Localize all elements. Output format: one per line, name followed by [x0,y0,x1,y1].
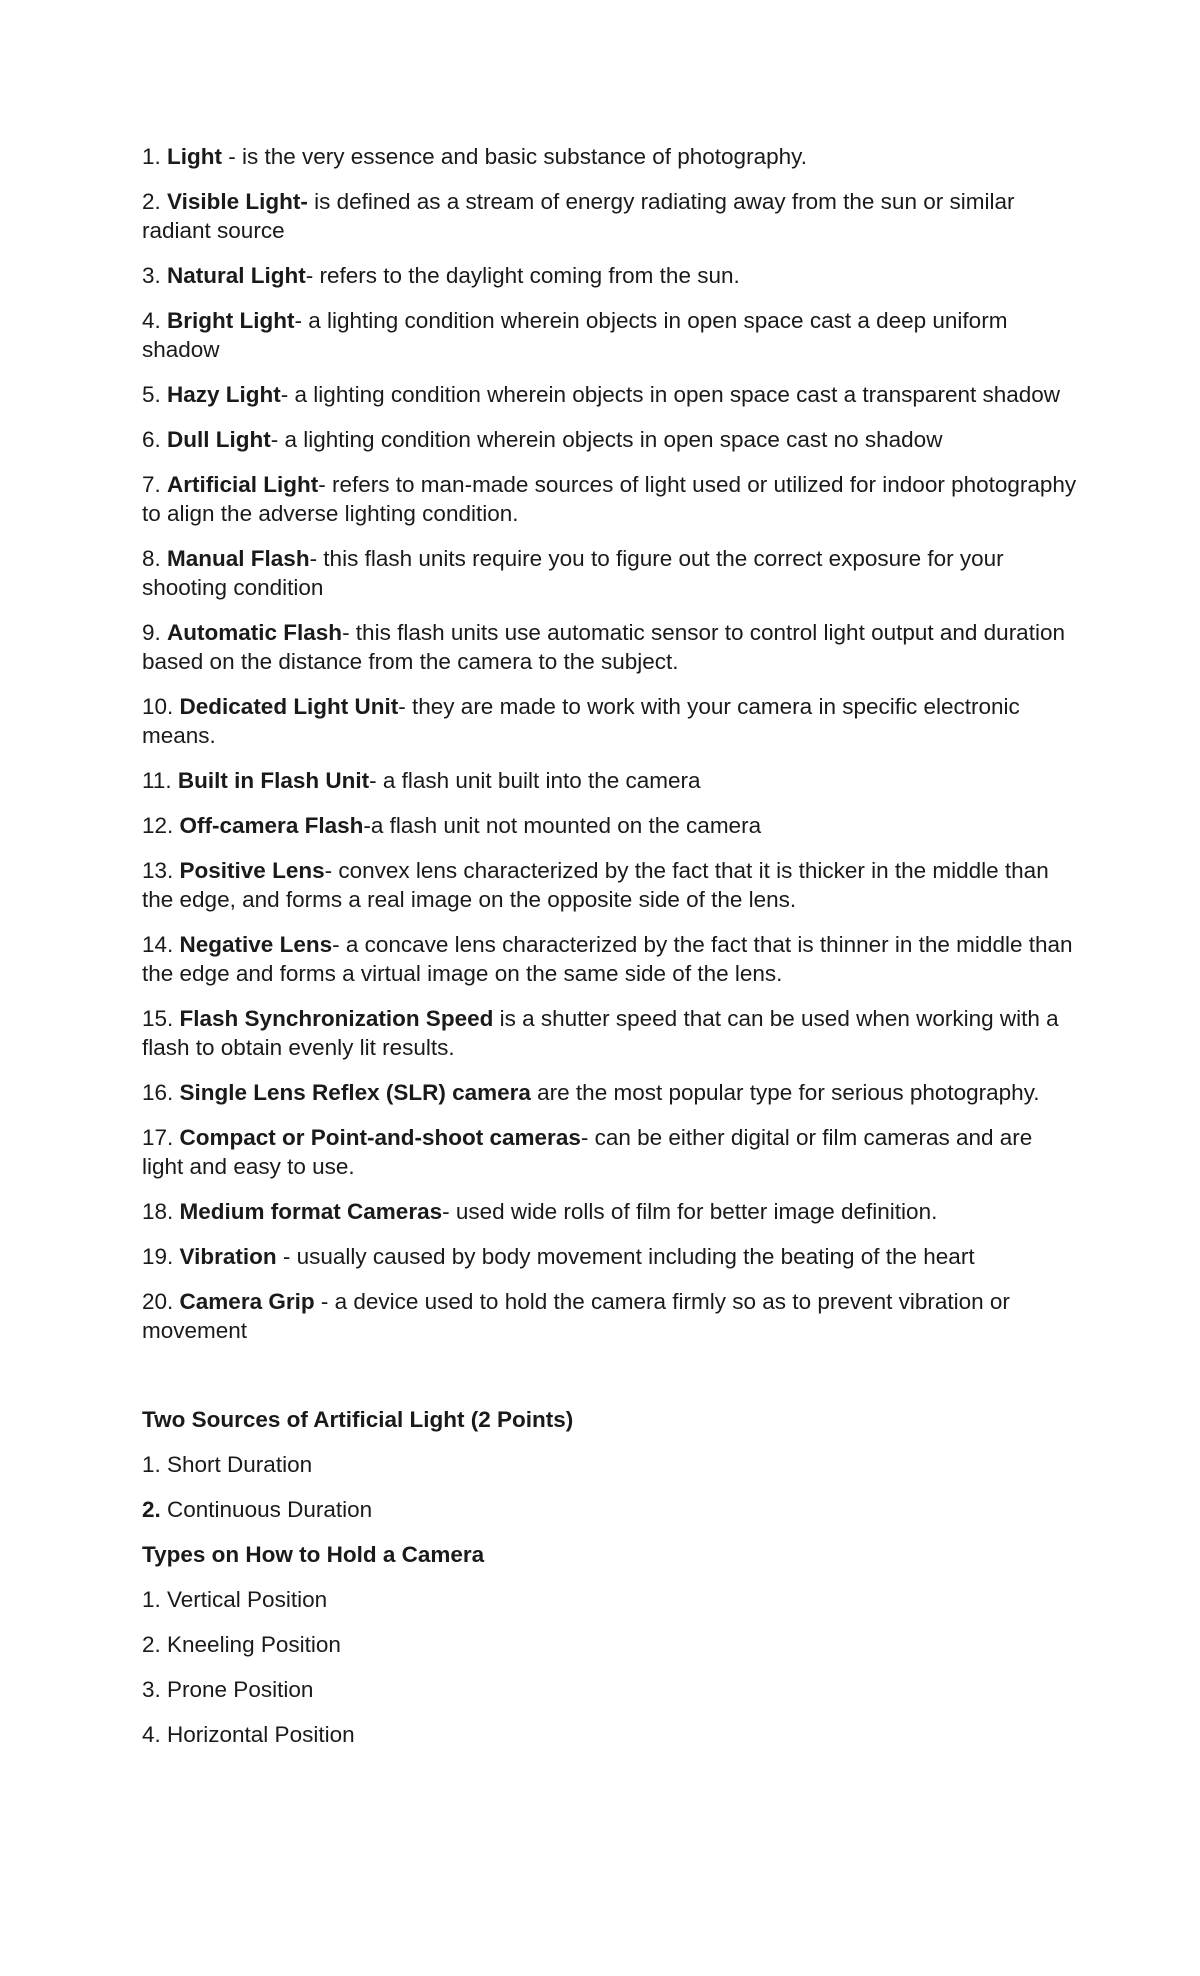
definition-text: is defined as a stream of energy radiating away from the sun or similar radiant source [142,189,1015,243]
definition-item: 5. Hazy Light- a lighting condition wherein objects in open space cast a transparent shadow [142,382,1061,407]
definition-text: - usually caused by body movement including the beating of the heart [276,1244,975,1269]
definition-item: 11. Built in Flash Unit- a flash unit built into the camera [142,768,701,793]
definition-text: - a lighting condition wherein objects in open space cast a transparent shadow [280,382,1061,407]
definition-item: 2. Visible Light- is defined as a stream of energy radiating away from the sun or similar radiant source [142,189,1015,243]
definition-item: 12. Off-camera Flash-a flash unit not mounted on the camera [142,813,762,838]
definition-item: 8. Manual Flash- this flash units require you to figure out the correct exposure for your shooting condition [142,546,1004,600]
definition-text: - refers to the daylight coming from the sun. [305,263,740,288]
camera-hold-section [142,1540,1077,1749]
definition-item: 15. Flash Synchronization Speed is a shutter speed that can be used when working with a flash to obtain evenly lit results. [142,1006,1059,1060]
definition-text: - used wide rolls of film for better image definition. [442,1199,938,1224]
definition-text: - a concave lens characterized by the fact that is thinner in the middle than the edge and forms a virtual image on the same side of the lens. [142,932,1073,986]
definition-item: 17. Compact or Point-and-shoot cameras- can be either digital or film cameras and are light and easy to use. [142,1125,1033,1179]
definition-text: - this flash units use automatic sensor to control light output and duration based on the distance from the camera to the subject. [142,620,1065,674]
definition-text: - a lighting condition wherein objects in open space cast a deep uniform shadow [142,308,1008,362]
definition-item: 10. Dedicated Light Unit- they are made to work with your camera in specific electronic means. [142,694,1020,748]
definition-item: 13. Positive Lens- convex lens characterized by the fact that it is thicker in the middle than the edge, and forms a real image on the opposite side of the lens. [142,858,1049,912]
definition-text: - convex lens characterized by the fact that it is thicker in the middle than the edge, and forms a real image on the opposite side of the lens. [142,858,1049,912]
definition-item: 3. Natural Light- refers to the daylight coming from the sun. [142,263,740,288]
definition-term: Hazy Light [167,382,281,407]
definition-item: 6. Dull Light- a lighting condition wherein objects in open space cast no shadow [142,427,943,452]
definition-item: 1. Light - is the very essence and basic substance of photography. [142,144,807,169]
definitions-list [142,142,1077,1345]
section-heading: Two Sources of Artificial Light (2 Points) [142,1407,574,1432]
list-item: 1. Vertical Position [142,1587,328,1612]
definition-item: 19. Vibration - usually caused by body movement including the beating of the heart [142,1244,975,1269]
definition-text: - can be either digital or film cameras and are light and easy to use. [142,1125,1033,1179]
definition-term: Automatic Flash [167,620,343,645]
definition-item: 7. Artificial Light- refers to man-made sources of light used or utilized for indoor photography to align the adverse lighting condition. [142,472,1077,526]
definition-term: Vibration [179,1244,277,1269]
definition-term: Positive Lens [179,858,325,883]
list-item: 4. Horizontal Position [142,1722,355,1747]
section-heading: Types on How to Hold a Camera [142,1542,485,1567]
artificial-light-sources-section [142,1405,1077,1524]
definition-term: Built in Flash Unit [177,768,370,793]
definition-term: Single Lens Reflex (SLR) camera [179,1080,531,1105]
definition-text: are the most popular type for serious photography. [530,1080,1040,1105]
definition-text: - is the very essence and basic substance of photography. [222,144,807,169]
list-item: 3. Prone Position [142,1677,314,1702]
definition-term: Flash Synchronization Speed [179,1006,494,1031]
definition-term: Camera Grip [179,1289,315,1314]
definition-text: - refers to man-made sources of light used or utilized for indoor photography to align the adverse lighting condition. [142,472,1077,526]
definition-term: Bright Light [167,308,295,333]
definition-term: Natural Light [167,263,306,288]
definition-item: 4. Bright Light- a lighting condition wherein objects in open space cast a deep uniform shadow [142,308,1008,362]
definition-text: -a flash unit not mounted on the camera [363,813,762,838]
definition-item: 20. Camera Grip - a device used to hold the camera firmly so as to prevent vibration or movement [142,1289,1010,1343]
section-spacer [142,1361,1077,1405]
definition-term: Manual Flash [167,546,310,571]
definition-term: Compact or Point-and-shoot cameras [179,1125,581,1150]
definition-text: - this flash units require you to figure out the correct exposure for your shooting condition [142,546,1004,600]
list-item: 1. Short Duration [142,1452,313,1477]
list-item: 2. Kneeling Position [142,1632,341,1657]
definition-text: - a device used to hold the camera firmly so as to prevent vibration or movement [142,1289,1010,1343]
definition-term: Medium format Cameras [179,1199,443,1224]
definition-term: Dull Light [167,427,271,452]
definition-text: - a flash unit built into the camera [369,768,701,793]
definition-term: Visible Light- [167,189,308,214]
definition-item: 14. Negative Lens- a concave lens characterized by the fact that is thinner in the middle than the edge and forms a virtual image on the same side of the lens. [142,932,1073,986]
definition-item: 9. Automatic Flash- this flash units use automatic sensor to control light output and duration based on the distance from the camera to the subject. [142,620,1065,674]
definition-term: Artificial Light [167,472,319,497]
definition-text: - a lighting condition wherein objects in open space cast no shadow [270,427,943,452]
definition-item: 18. Medium format Cameras- used wide rolls of film for better image definition. [142,1199,938,1224]
definition-text: is a shutter speed that can be used when working with a flash to obtain evenly lit results. [142,1006,1059,1060]
list-item: 2. Continuous Duration [142,1497,373,1522]
definition-term: Dedicated Light Unit [179,694,399,719]
definition-item: 16. Single Lens Reflex (SLR) camera are the most popular type for serious photography. [142,1080,1040,1105]
definition-text: - they are made to work with your camera in specific electronic means. [142,694,1020,748]
definition-term: Light [167,144,223,169]
definition-term: Negative Lens [179,932,333,957]
document-page [142,142,1077,1765]
definition-term: Off-camera Flash [179,813,364,838]
